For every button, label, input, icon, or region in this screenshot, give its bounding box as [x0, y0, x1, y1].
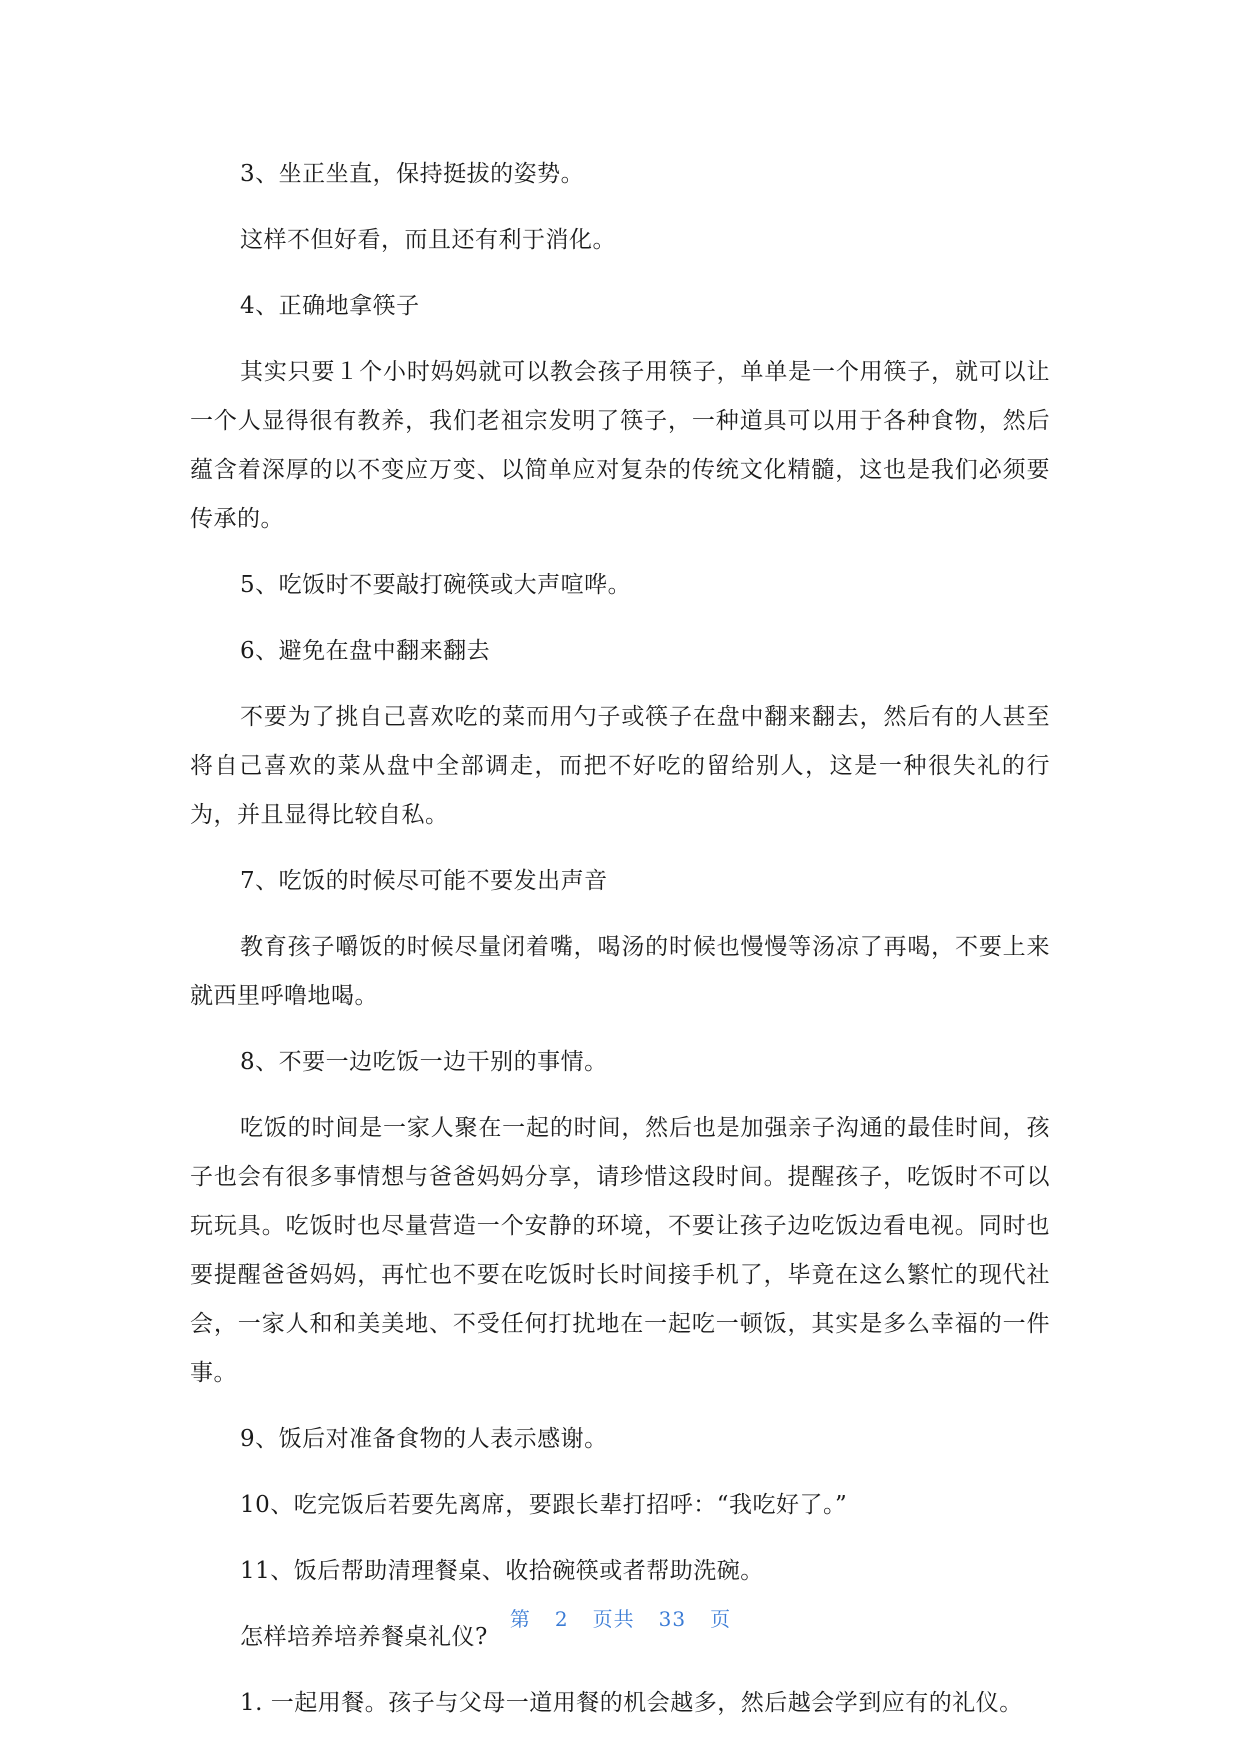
page-footer: [0, 1603, 1241, 1632]
paragraph-13: 10、吃完饭后若要先离席，要跟长辈打招呼：“我吃好了。”: [240, 1492, 848, 1518]
paragraph-4: 其实只要１个小时妈妈就可以教会孩子用筷子，单单是一个用筷子，就可以让一个人显得很有教养，我们老祖宗发明了筷子，一种道具可以用于各种食物，然后蕴含着深厚的以不变应万变、以简单应对复杂的传统文化精髓，这也是我们必须要传承的。: [190, 359, 1050, 532]
footer-prefix: 第: [509, 1607, 531, 1631]
paragraph-6: 6、避免在盘中翻来翻去: [240, 638, 491, 664]
paragraph-10: 8、不要一边吃饭一边干别的事情。: [240, 1049, 608, 1075]
paragraph-1: 3、坐正坐直，保持挺拔的姿势。: [240, 161, 585, 187]
footer-suffix: 页: [710, 1607, 732, 1631]
paragraph-2: 这样不但好看，而且还有利于消化。: [240, 227, 616, 253]
paragraph-16: 1. 一起用餐。孩子与父母一道用餐的机会越多，然后越会学到应有的礼仪。: [240, 1690, 1023, 1716]
paragraph-12: 9、饭后对准备食物的人表示感谢。: [240, 1426, 608, 1452]
paragraph-5: 5、吃饭时不要敲打碗筷或大声喧哗。: [240, 572, 632, 598]
paragraph-9: 教育孩子嚼饭的时候尽量闭着嘴，喝汤的时候也慢慢等汤凉了再喝，不要上来就西里呼噜地喝。: [190, 934, 1050, 1009]
paragraph-8: 7、吃饭的时候尽可能不要发出声音: [240, 868, 608, 894]
paragraph-7: 不要为了挑自己喜欢吃的菜而用勺子或筷子在盘中翻来翻去，然后有的人甚至将自己喜欢的菜从盘中全部调走，而把不好吃的留给别人，这是一种很失礼的行为，并且显得比较自私。: [190, 704, 1050, 828]
footer-total-pages: 33: [658, 1607, 687, 1631]
footer-page-number: 2: [554, 1607, 569, 1631]
body-text: [190, 150, 1050, 1745]
paragraph-14: 11、饭后帮助清理餐桌、收拾碗筷或者帮助洗碗。: [240, 1558, 764, 1584]
paragraph-15: 怎样培养培养餐桌礼仪?: [240, 1624, 488, 1650]
paragraph-11: 吃饭的时间是一家人聚在一起的时间，然后也是加强亲子沟通的最佳时间，孩子也会有很多事情想与爸爸妈妈分享，请珍惜这段时间。提醒孩子，吃饭时不可以玩玩具。吃饭时也尽量营造一个安静的环境，不要让孩子边吃饭边看电视。同时也要提醒爸爸妈妈，再忙也不要在吃饭时长时间接手机了，毕竟在这么繁忙的现代社会，一家人和和美美地、不受任何打扰地在一起吃一顿饭，其实是多么幸福的一件事。: [190, 1115, 1050, 1386]
paragraph-3: 4、正确地拿筷子: [240, 293, 420, 319]
footer-middle: 页共: [592, 1607, 635, 1631]
